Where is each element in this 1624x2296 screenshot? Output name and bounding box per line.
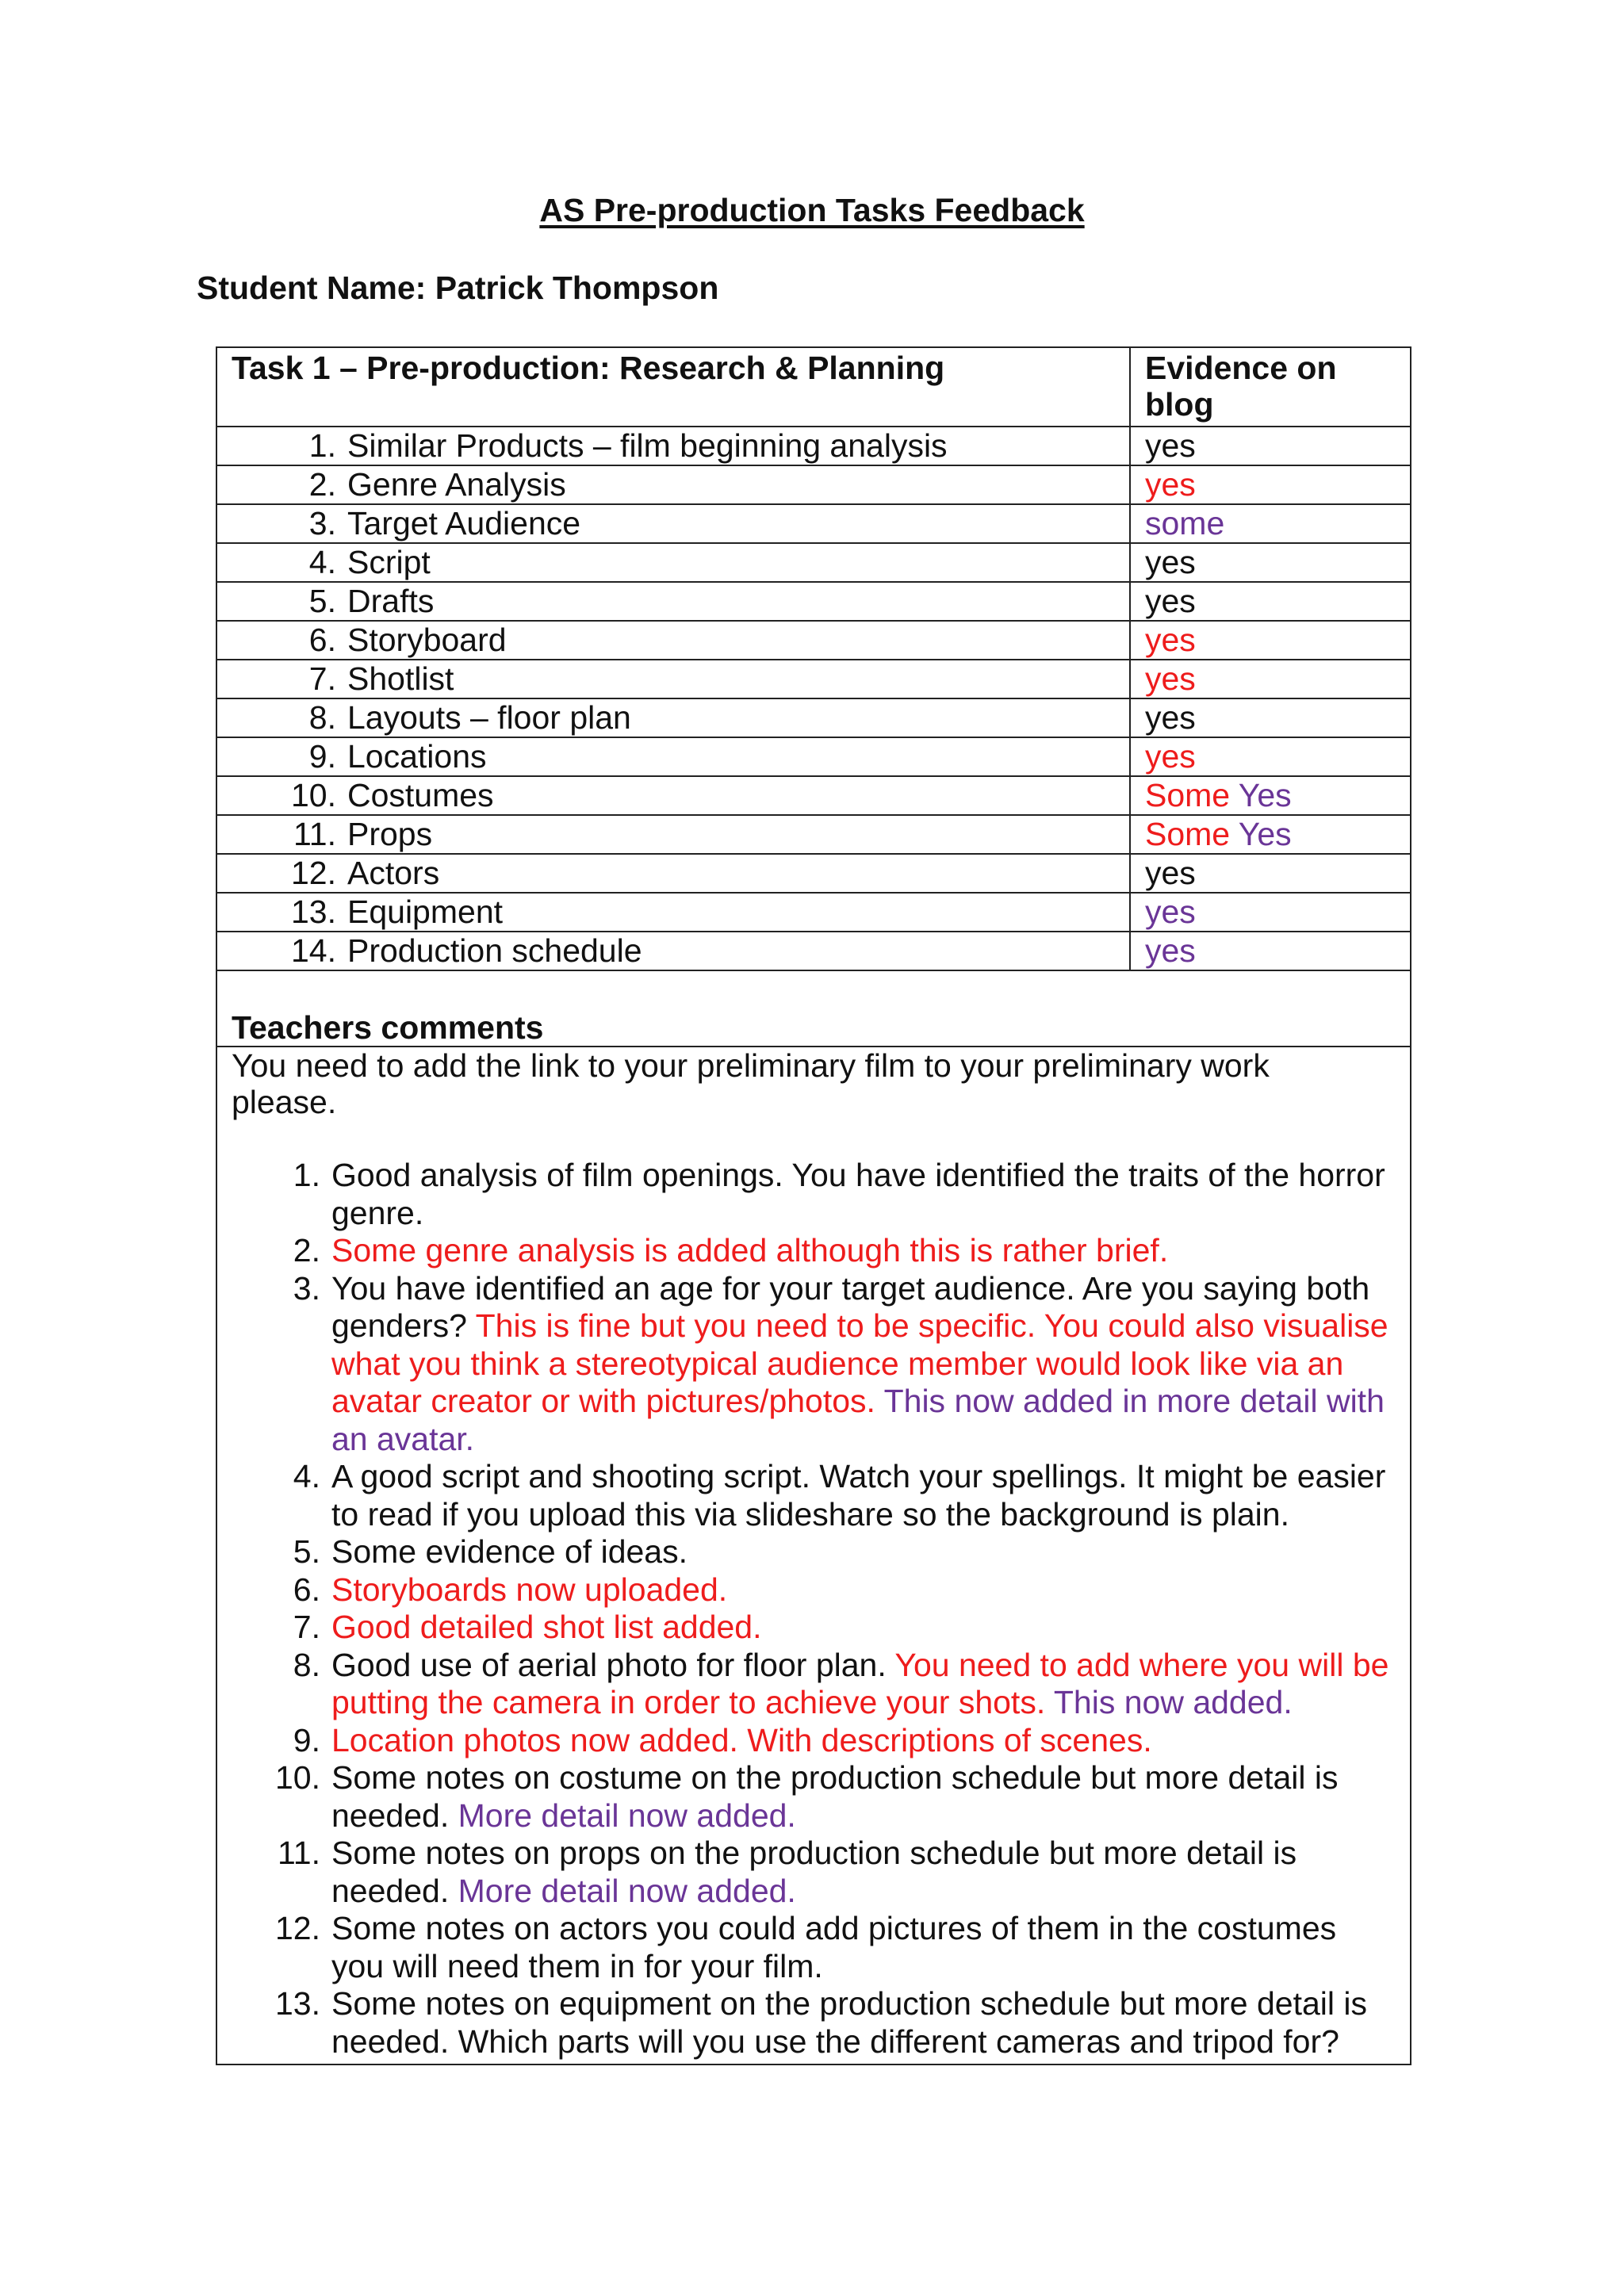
- evidence-header: Evidence on blog: [1130, 347, 1411, 427]
- evidence-cell: [1130, 504, 1411, 543]
- task-item-label: Genre Analysis: [347, 466, 566, 503]
- evidence-value: Yes: [1238, 816, 1292, 852]
- page-title: AS Pre-production Tasks Feedback: [539, 192, 1085, 228]
- comment-item: [232, 1458, 1396, 1533]
- task-item-label: Equipment: [347, 894, 504, 930]
- task-item-cell: [216, 776, 1130, 815]
- comment-list: [232, 1157, 1396, 2061]
- task-header: Task 1 – Pre-production: Research & Planning: [216, 347, 1130, 427]
- evidence-cell: [1130, 660, 1411, 698]
- comment-item: [232, 1722, 1396, 1760]
- task-item-cell: [216, 504, 1130, 543]
- task-item-number: 7.: [308, 660, 336, 697]
- task-item-cell: [216, 932, 1130, 970]
- task-item-label: Shotlist: [347, 660, 454, 697]
- comment-number: 13.: [275, 1985, 320, 2022]
- comment-item: [232, 1835, 1396, 1910]
- comment-text: Some notes on props on the production schedule but more detail is needed.: [331, 1835, 1297, 1909]
- evidence-cell: [1130, 893, 1411, 932]
- task-item-cell: [216, 854, 1130, 893]
- task-item-label: Props: [347, 816, 433, 852]
- task-item-cell: [216, 427, 1130, 465]
- comment-text: Some notes on costume on the production schedule but more detail is needed.: [331, 1759, 1339, 1834]
- comment-number: 6.: [293, 1571, 320, 1608]
- comment-number: 4.: [293, 1458, 320, 1494]
- task-item-label: Actors: [347, 855, 440, 891]
- evidence-value: yes: [1145, 427, 1196, 464]
- comment-text: More detail now added.: [458, 1797, 796, 1834]
- evidence-value: yes: [1145, 855, 1196, 891]
- task-item-row: [216, 582, 1411, 621]
- comment-number: 5.: [293, 1533, 320, 1570]
- evidence-value: some: [1145, 505, 1225, 541]
- evidence-cell: [1130, 427, 1411, 465]
- task-item-row: [216, 543, 1411, 582]
- task-item-number: 14.: [291, 932, 336, 969]
- evidence-value: yes: [1145, 894, 1196, 930]
- evidence-value: Yes: [1238, 777, 1292, 813]
- comment-text: Good analysis of film openings. You have identified the traits of the horror genre.: [331, 1157, 1385, 1231]
- comment-text: Location photos now added. With descriptions of scenes.: [331, 1721, 1152, 1758]
- comment-item: [232, 1759, 1396, 1835]
- comments-heading: Teachers comments: [216, 1009, 1411, 1047]
- spacer-row: [216, 970, 1411, 1009]
- comment-text: You need to add where you will be putting the camera in order to achieve your shots.: [331, 1646, 1389, 1720]
- comment-number: 1.: [293, 1157, 320, 1193]
- comments-intro: You need to add the link to your preliminary film to your preliminary work please.: [232, 1047, 1270, 1120]
- task-item-cell: [216, 621, 1130, 660]
- task-item-row: [216, 427, 1411, 465]
- task-item-number: 13.: [291, 894, 336, 930]
- evidence-cell: [1130, 621, 1411, 660]
- task-item-label: Script: [347, 544, 431, 580]
- task-item-cell: [216, 698, 1130, 737]
- task-item-row: [216, 854, 1411, 893]
- task-item-number: 8.: [308, 699, 336, 736]
- evidence-value: yes: [1145, 699, 1196, 736]
- comments-body-row: [216, 1047, 1411, 2064]
- task-item-row: [216, 776, 1411, 815]
- comment-item: [232, 1232, 1396, 1270]
- task-item-label: Drafts: [347, 583, 435, 619]
- comment-text: More detail now added.: [458, 1872, 796, 1909]
- evidence-cell: [1130, 543, 1411, 582]
- evidence-value: yes: [1145, 738, 1196, 775]
- task-item-number: 12.: [291, 855, 336, 891]
- comment-number: 9.: [293, 1721, 320, 1758]
- comment-text: Some evidence of ideas.: [331, 1533, 688, 1570]
- evidence-value: yes: [1145, 466, 1196, 503]
- evidence-value: yes: [1145, 622, 1196, 658]
- task-item-label: Storyboard: [347, 622, 507, 658]
- task-item-number: 1.: [308, 427, 336, 464]
- evidence-cell: [1130, 854, 1411, 893]
- task-item-cell: [216, 582, 1130, 621]
- task-item-cell: [216, 660, 1130, 698]
- comments-body: [216, 1047, 1411, 2064]
- task-item-label: Target Audience: [347, 505, 581, 541]
- task-item-number: 5.: [308, 583, 336, 619]
- table-header-row: [216, 347, 1411, 427]
- comment-item: [232, 1647, 1396, 1722]
- evidence-value: yes: [1145, 932, 1196, 969]
- comment-item: [232, 1533, 1396, 1571]
- comment-text: This now added in more detail with an avatar.: [331, 1383, 1385, 1457]
- comment-item: [232, 1571, 1396, 1609]
- comment-text: Good use of aerial photo for floor plan.: [331, 1646, 895, 1683]
- evidence-cell: [1130, 698, 1411, 737]
- spacer-cell: [216, 970, 1411, 1009]
- comment-text: You have identified an age for your target audience. Are you saying both genders?: [331, 1269, 1370, 1344]
- task-item-cell: [216, 465, 1130, 504]
- comment-number: 10.: [275, 1759, 320, 1796]
- task-item-row: [216, 893, 1411, 932]
- evidence-value: Some: [1145, 816, 1239, 852]
- student-name: Student Name: Patrick Thompson: [197, 270, 719, 306]
- task-item-row: [216, 504, 1411, 543]
- evidence-value: yes: [1145, 660, 1196, 697]
- comment-number: 8.: [293, 1646, 320, 1683]
- comment-text: Some genre analysis is added although this is rather brief.: [331, 1232, 1169, 1269]
- comments-heading-row: [216, 1009, 1411, 1047]
- comment-item: [232, 1157, 1396, 1232]
- evidence-cell: [1130, 582, 1411, 621]
- evidence-cell: [1130, 932, 1411, 970]
- task-item-cell: [216, 815, 1130, 854]
- comment-number: 12.: [275, 1910, 320, 1946]
- comment-number: 7.: [293, 1609, 320, 1645]
- evidence-value: yes: [1145, 544, 1196, 580]
- evidence-cell: [1130, 815, 1411, 854]
- task-item-row: [216, 815, 1411, 854]
- task-item-label: Similar Products – film beginning analysis: [347, 427, 948, 464]
- task-item-label: Layouts – floor plan: [347, 699, 631, 736]
- task-item-number: 4.: [308, 544, 336, 580]
- comment-item: [232, 1609, 1396, 1647]
- evidence-cell: [1130, 737, 1411, 776]
- comment-text: This is fine but you need to be specific. You could also visualise what you think a stereotypical audience member would look like via an avatar creator or with pictures/photos.: [331, 1307, 1388, 1419]
- comment-number: 3.: [293, 1269, 320, 1307]
- task-item-number: 9.: [308, 738, 336, 775]
- evidence-value: Some: [1145, 777, 1239, 813]
- task-item-row: [216, 698, 1411, 737]
- comment-text: This now added.: [1053, 1684, 1293, 1720]
- task-item-cell: [216, 543, 1130, 582]
- task-item-label: Production schedule: [347, 932, 642, 969]
- task-item-row: [216, 932, 1411, 970]
- task-item-number: 10.: [291, 777, 336, 813]
- comment-text: Storyboards now uploaded.: [331, 1571, 728, 1608]
- comment-item: [232, 1270, 1396, 1459]
- evidence-value: yes: [1145, 583, 1196, 619]
- task-item-number: 2.: [308, 466, 336, 503]
- task-item-cell: [216, 893, 1130, 932]
- task-item-number: 11.: [293, 816, 336, 852]
- comment-text: Some notes on equipment on the production schedule but more detail is needed. Which parts will you use the different cameras and tripod for?: [331, 1985, 1367, 2060]
- comment-number: 11.: [278, 1835, 320, 1871]
- task-item-row: [216, 660, 1411, 698]
- comment-item: [232, 1910, 1396, 1985]
- task-item-label: Costumes: [347, 777, 494, 813]
- task-item-label: Locations: [347, 738, 487, 775]
- task-item-row: [216, 737, 1411, 776]
- feedback-table: [216, 346, 1411, 2065]
- comment-text: Good detailed shot list added.: [331, 1609, 762, 1645]
- task-item-row: [216, 621, 1411, 660]
- task-item-number: 6.: [308, 622, 336, 658]
- task-item-cell: [216, 737, 1130, 776]
- task-item-row: [216, 465, 1411, 504]
- comment-item: [232, 1985, 1396, 2061]
- task-item-number: 3.: [308, 505, 336, 541]
- evidence-cell: [1130, 776, 1411, 815]
- comment-text: A good script and shooting script. Watch your spellings. It might be easier to read if you upload this via slideshare so the background is plain.: [331, 1458, 1386, 1533]
- comment-number: 2.: [293, 1232, 320, 1269]
- evidence-cell: [1130, 465, 1411, 504]
- comment-text: Some notes on actors you could add pictures of them in the costumes you will need them in for your film.: [331, 1910, 1337, 1984]
